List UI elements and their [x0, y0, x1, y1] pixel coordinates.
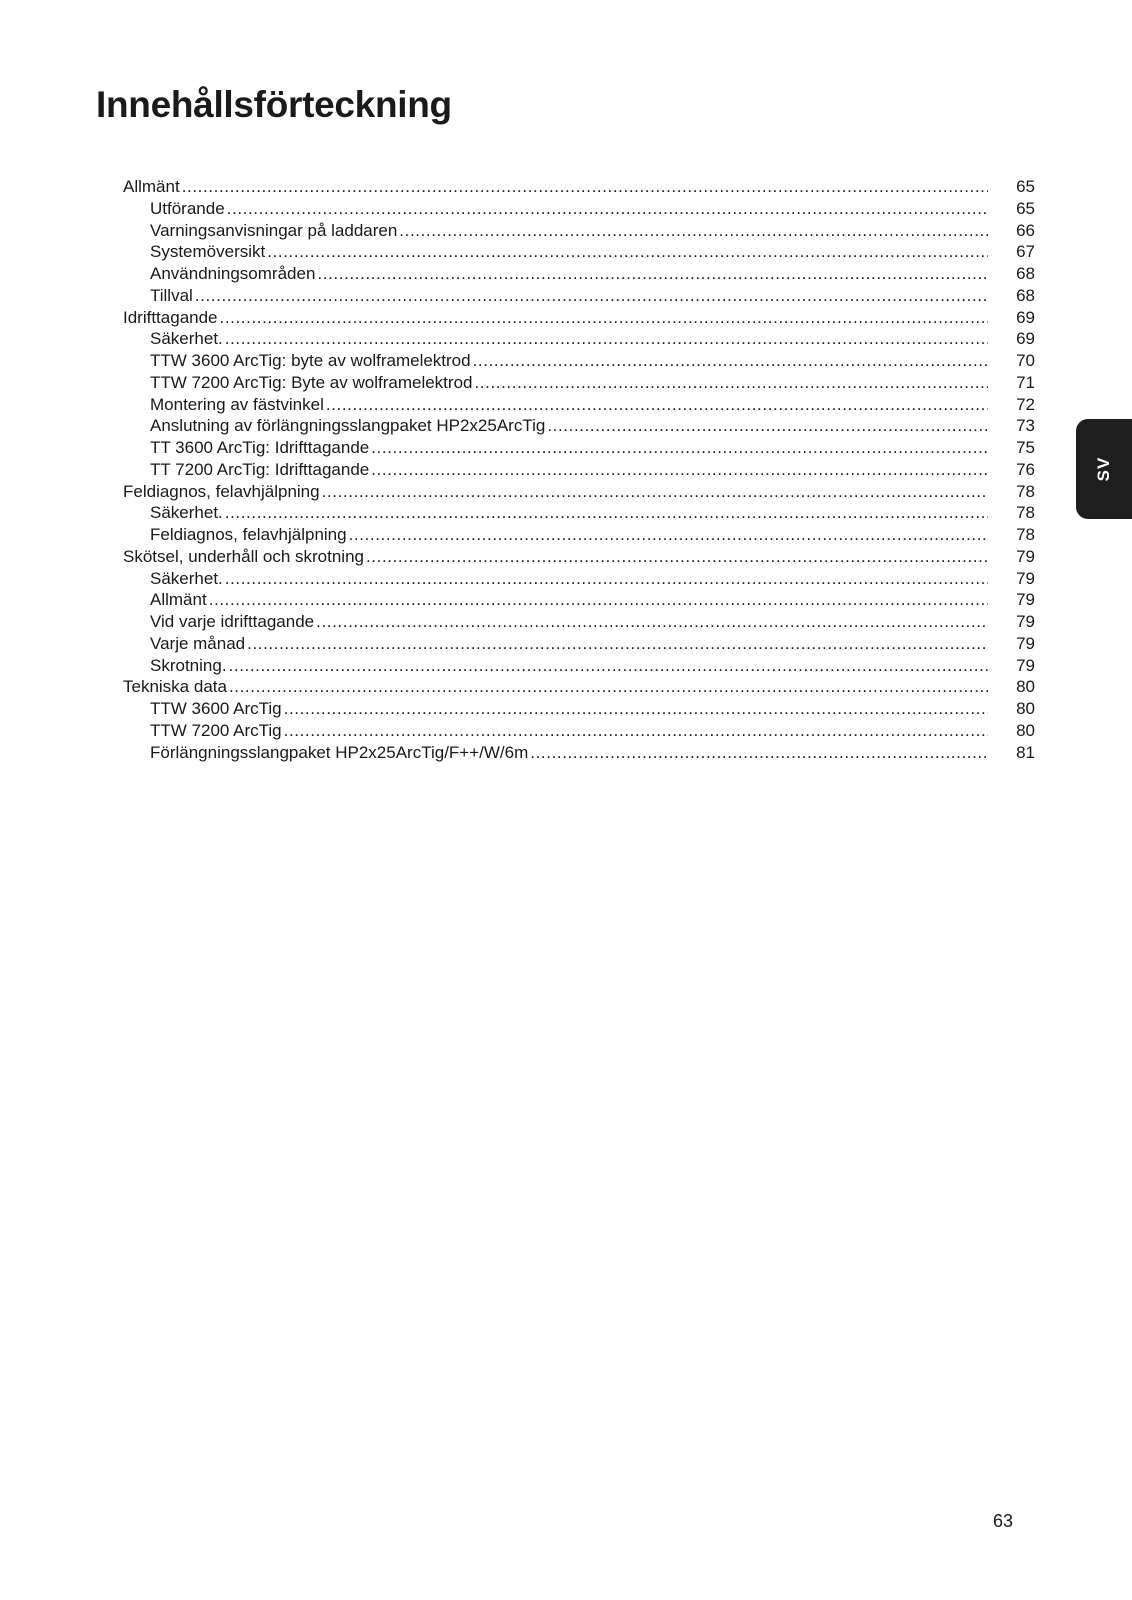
toc-entry-label[interactable]: Montering av fästvinkel — [150, 394, 324, 414]
toc-entry-page: 65 — [1016, 177, 1035, 196]
toc-dot-leader — [399, 220, 988, 242]
toc-dot-leader — [225, 502, 988, 524]
toc-entry-page: 79 — [1016, 590, 1035, 610]
language-tab — [1076, 419, 1132, 519]
toc-entry[interactable] — [123, 502, 1035, 524]
toc-entry-label[interactable]: Skrotning. — [150, 655, 227, 675]
toc-entry-page: 79 — [1016, 568, 1035, 588]
toc-entry-page: 78 — [1016, 481, 1035, 501]
toc-dot-leader — [371, 437, 988, 459]
toc-entry[interactable] — [123, 263, 1035, 285]
toc-entry-page: 76 — [1016, 459, 1035, 479]
toc-entry-label[interactable]: Tillval — [150, 285, 193, 305]
toc-entry[interactable] — [123, 350, 1035, 372]
toc-entry-label[interactable]: Feldiagnos, felavhjälpning — [150, 525, 347, 544]
toc-entry-label[interactable]: Tekniska data — [123, 677, 227, 697]
toc-entry-label[interactable]: Varningsanvisningar på laddaren — [150, 220, 398, 240]
toc-entry-page: 80 — [1016, 720, 1035, 740]
toc-entry-page: 67 — [1016, 242, 1035, 262]
toc-entry-page: 79 — [1016, 633, 1035, 653]
toc-entry-label[interactable]: Idrifttagande — [123, 307, 218, 327]
toc-entry-page: 72 — [1016, 394, 1035, 414]
toc-dot-leader — [225, 328, 988, 350]
toc-dot-leader — [547, 415, 988, 437]
toc-entry-label[interactable]: Säkerhet. — [150, 503, 223, 523]
toc-entry[interactable] — [123, 394, 1035, 416]
toc-dot-leader — [220, 307, 988, 329]
toc-entry-label[interactable]: TTW 3600 ArcTig: byte av wolframelektrod — [150, 351, 471, 370]
page-number: 63 — [992, 1511, 1013, 1531]
toc-dot-leader — [227, 198, 988, 220]
toc-entry-label[interactable]: Vid varje idrifttagande — [150, 612, 315, 631]
toc-entry-page: 70 — [1016, 351, 1035, 370]
toc-entry[interactable] — [123, 633, 1035, 655]
toc-entry-label[interactable]: TT 3600 ArcTig: Idrifttagande — [150, 438, 370, 457]
toc-entry-label[interactable]: Allmänt — [150, 590, 207, 610]
toc-dot-leader — [322, 481, 988, 503]
toc-entry[interactable] — [123, 285, 1035, 307]
toc-entry[interactable] — [123, 220, 1035, 242]
toc-entry-label[interactable]: TTW 7200 ArcTig — [150, 720, 282, 740]
toc-entry[interactable] — [123, 698, 1035, 720]
toc-entry-label[interactable]: TTW 3600 ArcTig — [150, 699, 282, 718]
toc-entry-label[interactable]: Förlängningsslangpaket HP2x25ArcTig/F++/W/6m — [150, 742, 529, 762]
toc-entry[interactable] — [123, 655, 1035, 677]
toc-entry[interactable] — [123, 720, 1035, 742]
toc-entry[interactable] — [123, 372, 1035, 394]
toc-dot-leader — [195, 285, 988, 307]
toc-entry-page: 79 — [1016, 612, 1035, 631]
toc-dot-leader — [229, 676, 988, 698]
toc-entry[interactable] — [123, 611, 1035, 633]
toc-entry-label[interactable]: TT 7200 ArcTig: Idrifttagande — [150, 459, 370, 479]
toc-entry-page: 68 — [1016, 285, 1035, 305]
toc-entry-label[interactable]: Skötsel, underhåll och skrotning — [123, 546, 364, 566]
toc-entry-label[interactable]: Feldiagnos, felavhjälpning — [123, 481, 320, 501]
toc-dot-leader — [182, 176, 988, 198]
toc-entry[interactable] — [123, 459, 1035, 481]
toc-entry[interactable] — [123, 568, 1035, 590]
table-of-contents — [123, 176, 1035, 763]
toc-dot-leader — [316, 611, 988, 633]
toc-entry[interactable] — [123, 328, 1035, 350]
toc-entry-label[interactable]: Utförande — [150, 198, 225, 218]
toc-entry-label[interactable]: Allmänt — [123, 177, 180, 196]
toc-entry-page: 71 — [1016, 372, 1035, 392]
toc-entry[interactable] — [123, 198, 1035, 220]
toc-dot-leader — [326, 394, 988, 416]
toc-dot-leader — [474, 372, 988, 394]
toc-entry-page: 79 — [1016, 655, 1035, 675]
toc-dot-leader — [229, 655, 988, 677]
page-title: Innehållsförteckning — [96, 84, 452, 125]
toc-entry-label[interactable]: TTW 7200 ArcTig: Byte av wolframelektrod — [150, 372, 473, 392]
toc-dot-leader — [371, 459, 988, 481]
toc-dot-leader — [267, 241, 988, 263]
toc-entry-page: 79 — [1016, 546, 1035, 566]
toc-entry[interactable] — [123, 437, 1035, 459]
toc-dot-leader — [209, 589, 988, 611]
toc-entry-page: 69 — [1016, 307, 1035, 327]
toc-entry-page: 69 — [1016, 329, 1035, 349]
toc-entry-page: 66 — [1016, 220, 1035, 240]
language-tab-label: SV — [1094, 456, 1113, 482]
toc-dot-leader — [284, 720, 988, 742]
toc-entry-page: 80 — [1016, 699, 1035, 718]
toc-entry-page: 75 — [1016, 438, 1035, 457]
toc-entry-label[interactable]: Säkerhet. — [150, 568, 223, 588]
toc-dot-leader — [530, 742, 988, 764]
toc-dot-leader — [317, 263, 988, 285]
toc-dot-leader — [225, 568, 988, 590]
toc-dot-leader — [284, 698, 988, 720]
toc-entry-page: 78 — [1016, 503, 1035, 523]
toc-entry-label[interactable]: Anslutning av förlängningsslangpaket HP2x25ArcTig — [150, 416, 546, 436]
toc-entry[interactable] — [123, 307, 1035, 329]
toc-entry-label[interactable]: Varje månad — [150, 633, 246, 653]
toc-dot-leader — [247, 633, 988, 655]
toc-entry-page: 78 — [1016, 525, 1035, 544]
toc-entry[interactable] — [123, 176, 1035, 198]
toc-entry[interactable] — [123, 524, 1035, 546]
toc-dot-leader — [366, 546, 988, 568]
toc-entry-label[interactable]: Systemöversikt — [150, 242, 266, 262]
toc-entry[interactable] — [123, 241, 1035, 263]
toc-entry[interactable] — [123, 481, 1035, 503]
toc-entry[interactable] — [123, 676, 1035, 698]
toc-entry-label[interactable]: Säkerhet. — [150, 329, 223, 349]
toc-entry-page: 68 — [1016, 264, 1035, 283]
toc-entry-page: 73 — [1016, 416, 1035, 436]
toc-entry-label[interactable]: Användningsområden — [150, 264, 316, 283]
toc-entry-page: 65 — [1016, 198, 1035, 218]
toc-entry[interactable] — [123, 546, 1035, 568]
toc-entry-page: 81 — [1016, 742, 1035, 762]
toc-dot-leader — [349, 524, 988, 546]
toc-entry[interactable] — [123, 589, 1035, 611]
toc-dot-leader — [473, 350, 988, 372]
toc-entry[interactable] — [123, 415, 1035, 437]
toc-entry-page: 80 — [1016, 677, 1035, 697]
toc-entry[interactable] — [123, 742, 1035, 764]
